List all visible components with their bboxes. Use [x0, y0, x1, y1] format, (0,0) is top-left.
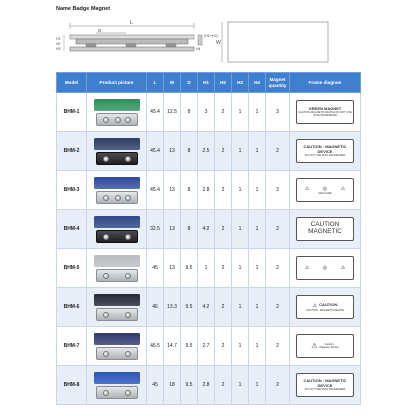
- cell-d: 8: [181, 132, 198, 171]
- diagram-sub-text: DO NOT USE WITH PACEMAKER: [304, 387, 346, 391]
- cell-h2: 2: [215, 288, 232, 327]
- header-h1: H1: [198, 73, 215, 93]
- drawing-label-h1: H1: [56, 37, 61, 41]
- magnet-rivet: [125, 351, 131, 357]
- cell-product-picture: [87, 249, 147, 288]
- cell-model: BHM-8: [57, 366, 87, 405]
- drawing-label-l: L: [130, 20, 133, 26]
- cell-product-picture: [87, 366, 147, 405]
- product-image: [92, 136, 142, 166]
- cell-d: 9.5: [181, 288, 198, 327]
- cell-magnet-quantity: 2: [266, 327, 290, 366]
- cell-model: BHM-2: [57, 132, 87, 171]
- cell-d: 9.5: [181, 327, 198, 366]
- cell-l: 45.4: [147, 93, 164, 132]
- product-image: [92, 253, 142, 283]
- warning-icon: ⚠: [304, 185, 310, 192]
- frame-diagram: [296, 256, 354, 280]
- magnet-base: [96, 152, 138, 165]
- magnet-rivet: [103, 234, 109, 240]
- magnet-rivet: [115, 117, 121, 123]
- magnet-rivet: [125, 234, 131, 240]
- cell-product-picture: [87, 132, 147, 171]
- cell-h1: 1: [198, 249, 215, 288]
- diagram-text-stack: [320, 343, 339, 349]
- magnet-rivet: [103, 390, 109, 396]
- cell-model: BHM-1: [57, 93, 87, 132]
- cell-w: 12.5: [164, 93, 181, 132]
- cell-l: 45.4: [147, 171, 164, 210]
- header-h3: H3: [232, 73, 249, 93]
- frame-diagram: [296, 139, 354, 163]
- cell-h4: 1: [249, 93, 266, 132]
- badge-plate: [94, 177, 140, 189]
- badge-plate: [94, 255, 140, 267]
- cell-d: 9.5: [181, 249, 198, 288]
- cell-h3: 1: [232, 288, 249, 327]
- warning-icon: ⚠: [340, 185, 346, 192]
- cell-l: 46.5: [147, 327, 164, 366]
- cell-h1: 2.8: [198, 366, 215, 405]
- header-frame-diagram: Frame diagram: [290, 73, 361, 93]
- drawing-label-detail: (H1+H2): [204, 34, 218, 38]
- header-magnet-quantity: Magnet quantity: [266, 73, 290, 93]
- cell-h2: 2: [215, 327, 232, 366]
- diagram-main-text: CAUTION : MAGNETIC DEVICE: [303, 144, 347, 154]
- drawing-label-h4: H4: [196, 47, 201, 51]
- dimension-drawing: [56, 14, 396, 70]
- magnet-icon: ◎: [322, 265, 328, 271]
- cell-h3: 1: [232, 366, 249, 405]
- cell-frame-diagram: [290, 93, 361, 132]
- cell-h1: 2.7: [198, 327, 215, 366]
- header-product-picture: Product picture: [87, 73, 147, 93]
- badge-plate: [94, 294, 140, 306]
- diagram-sub-text: CAUTION : MAGNETIC DEVICE: [306, 308, 344, 312]
- cell-product-picture: [87, 288, 147, 327]
- drawing-label-w: W: [216, 40, 221, 46]
- cell-h4: 1: [249, 288, 266, 327]
- magnet-rivet: [103, 351, 109, 357]
- cell-l: 45.4: [147, 132, 164, 171]
- cell-frame-diagram: [290, 327, 361, 366]
- cell-magnet-quantity: 3: [266, 171, 290, 210]
- magnet-rivet: [103, 273, 109, 279]
- table-row: [57, 132, 361, 171]
- cell-model: BHM-4: [57, 210, 87, 249]
- cell-l: 45: [147, 249, 164, 288]
- cell-magnet-quantity: 2: [266, 366, 290, 405]
- cell-frame-diagram: [290, 366, 361, 405]
- magnet-icon: ◎: [322, 185, 328, 192]
- cell-l: 32.5: [147, 210, 164, 249]
- cell-w: 13: [164, 171, 181, 210]
- cell-frame-diagram: [290, 288, 361, 327]
- magnet-rivet: [103, 117, 109, 123]
- document-title: Name Badge Magnet: [56, 6, 111, 12]
- badge-plate: [94, 138, 140, 150]
- header-d: D: [181, 73, 198, 93]
- cell-d: 8: [181, 210, 198, 249]
- cell-h1: 3: [198, 93, 215, 132]
- warning-icon: ⚠: [340, 265, 346, 271]
- magnet-base: [96, 386, 138, 399]
- frame-diagram: [296, 373, 354, 397]
- cell-h3: 1: [232, 93, 249, 132]
- magnet-rivet: [125, 273, 131, 279]
- drawing-label-d: D: [98, 28, 102, 33]
- cell-h2: 2: [215, 249, 232, 288]
- frame-diagram: [296, 217, 354, 241]
- frame-diagram: [296, 295, 354, 319]
- cell-product-picture: [87, 93, 147, 132]
- magnet-base: [96, 269, 138, 282]
- diagram-warning-row: [311, 343, 338, 350]
- cell-magnet-quantity: 2: [266, 249, 290, 288]
- cell-h4: 1: [249, 132, 266, 171]
- cell-frame-diagram: [290, 171, 361, 210]
- magnet-rivet: [125, 390, 131, 396]
- badge-plate: [94, 372, 140, 384]
- diagram-sub-text: DO NOT USE WITH PACEMAKER: [304, 153, 346, 157]
- cell-w: 13: [164, 132, 181, 171]
- cell-d: 8: [181, 93, 198, 132]
- cell-h1: 2.8: [198, 171, 215, 210]
- cell-model: BHM-6: [57, 288, 87, 327]
- cell-w: 13: [164, 210, 181, 249]
- cell-h3: 1: [232, 327, 249, 366]
- diagram-main-text: CAUTION: [319, 302, 338, 308]
- cell-h2: 2: [215, 132, 232, 171]
- cell-h4: 1: [249, 210, 266, 249]
- magnet-rivet: [125, 312, 131, 318]
- warning-triangle-icon: ⚠: [311, 342, 318, 350]
- header-l: L: [147, 73, 164, 93]
- cell-l: 45: [147, 366, 164, 405]
- cell-h3: 1: [232, 171, 249, 210]
- cell-h3: 1: [232, 132, 249, 171]
- cell-model: BHM-5: [57, 249, 87, 288]
- cell-product-picture: [87, 171, 147, 210]
- cell-product-picture: [87, 210, 147, 249]
- magnet-base: [96, 191, 138, 204]
- product-image: [92, 214, 142, 244]
- magnet-rivet: [125, 117, 131, 123]
- diagram-main-text: MAGCARE: [318, 191, 332, 195]
- product-image: [92, 175, 142, 205]
- table-row: [57, 93, 361, 132]
- cell-magnet-quantity: 2: [266, 132, 290, 171]
- diagram-sub-text: CAUTION-MAGNETIC DEVICE DO NOT USE WITH PACEMAKER: [298, 111, 352, 118]
- cell-frame-diagram: [290, 249, 361, 288]
- cell-w: 13.3: [164, 288, 181, 327]
- drawing-label-h3: H3: [56, 47, 61, 51]
- warning-icon: ⚠: [304, 265, 310, 271]
- cell-h4: 1: [249, 327, 266, 366]
- cell-w: 13: [164, 249, 181, 288]
- magnet-base: [96, 230, 138, 243]
- table-row: [57, 210, 361, 249]
- cell-frame-diagram: [290, 210, 361, 249]
- table-row: [57, 366, 361, 405]
- magnet-rivet: [125, 156, 131, 162]
- cell-h1: 2.5: [198, 132, 215, 171]
- magnet-rivet: [125, 195, 131, 201]
- diagram-sub-text: Magnetic Device: [319, 346, 339, 349]
- table-row: [57, 288, 361, 327]
- frame-diagram: [296, 178, 354, 202]
- warning-icon: ⚠: [312, 302, 318, 309]
- product-image: [92, 370, 142, 400]
- cell-w: 18: [164, 366, 181, 405]
- cell-h4: 1: [249, 171, 266, 210]
- cell-w: 14.7: [164, 327, 181, 366]
- cell-d: 8: [181, 171, 198, 210]
- magnet-rivet: [103, 156, 109, 162]
- frame-diagram: [296, 334, 354, 358]
- cell-h2: 2: [215, 366, 232, 405]
- cell-h1: 4.2: [198, 210, 215, 249]
- cell-l: 46: [147, 288, 164, 327]
- header-w: W: [164, 73, 181, 93]
- cell-h3: 1: [232, 210, 249, 249]
- magnet-base: [96, 308, 138, 321]
- cell-frame-diagram: [290, 132, 361, 171]
- cell-h2: 2: [215, 93, 232, 132]
- cell-magnet-quantity: 3: [266, 93, 290, 132]
- cell-model: BHM-3: [57, 171, 87, 210]
- table-row: [57, 171, 361, 210]
- table-row: [57, 249, 361, 288]
- badge-plate: [94, 99, 140, 111]
- cell-h4: 1: [249, 249, 266, 288]
- diagram-icons: [298, 265, 352, 271]
- magnet-rivet: [115, 195, 121, 201]
- product-image: [92, 97, 142, 127]
- cell-h2: 2: [215, 210, 232, 249]
- table-row: [57, 327, 361, 366]
- badge-plate: [94, 333, 140, 345]
- table-header-row: [57, 73, 361, 93]
- cell-h4: 1: [249, 366, 266, 405]
- magnet-rivet: [103, 312, 109, 318]
- frame-diagram: [296, 100, 354, 124]
- cell-magnet-quantity: 2: [266, 210, 290, 249]
- header-h4: H4: [249, 73, 266, 93]
- cell-product-picture: [87, 327, 147, 366]
- cell-magnet-quantity: 2: [266, 288, 290, 327]
- diagram-sub-text: MAGNETIC: [308, 228, 342, 235]
- drawing-label-h2: H2: [56, 42, 61, 46]
- spec-table: [56, 72, 361, 405]
- cell-d: 9.5: [181, 366, 198, 405]
- product-image: [92, 292, 142, 322]
- magnet-base: [96, 113, 138, 126]
- table-body: [57, 93, 361, 405]
- magnet-rivet: [103, 195, 109, 201]
- diagram-main-text: CAUTION : MAGNETIC DEVICE: [303, 378, 347, 388]
- diagram-main-text: CAUTION: [310, 221, 340, 229]
- cell-model: BHM-7: [57, 327, 87, 366]
- cell-h3: 1: [232, 249, 249, 288]
- badge-plate: [94, 216, 140, 228]
- diagram-main-text: Caution: [324, 343, 334, 346]
- magnet-base: [96, 347, 138, 360]
- cell-h2: 2: [215, 171, 232, 210]
- header-h2: H2: [215, 73, 232, 93]
- diagram-main-text: GREEN MAGNET: [308, 105, 342, 111]
- header-model: Model: [57, 73, 87, 93]
- product-image: [92, 331, 142, 361]
- cell-h1: 4.2: [198, 288, 215, 327]
